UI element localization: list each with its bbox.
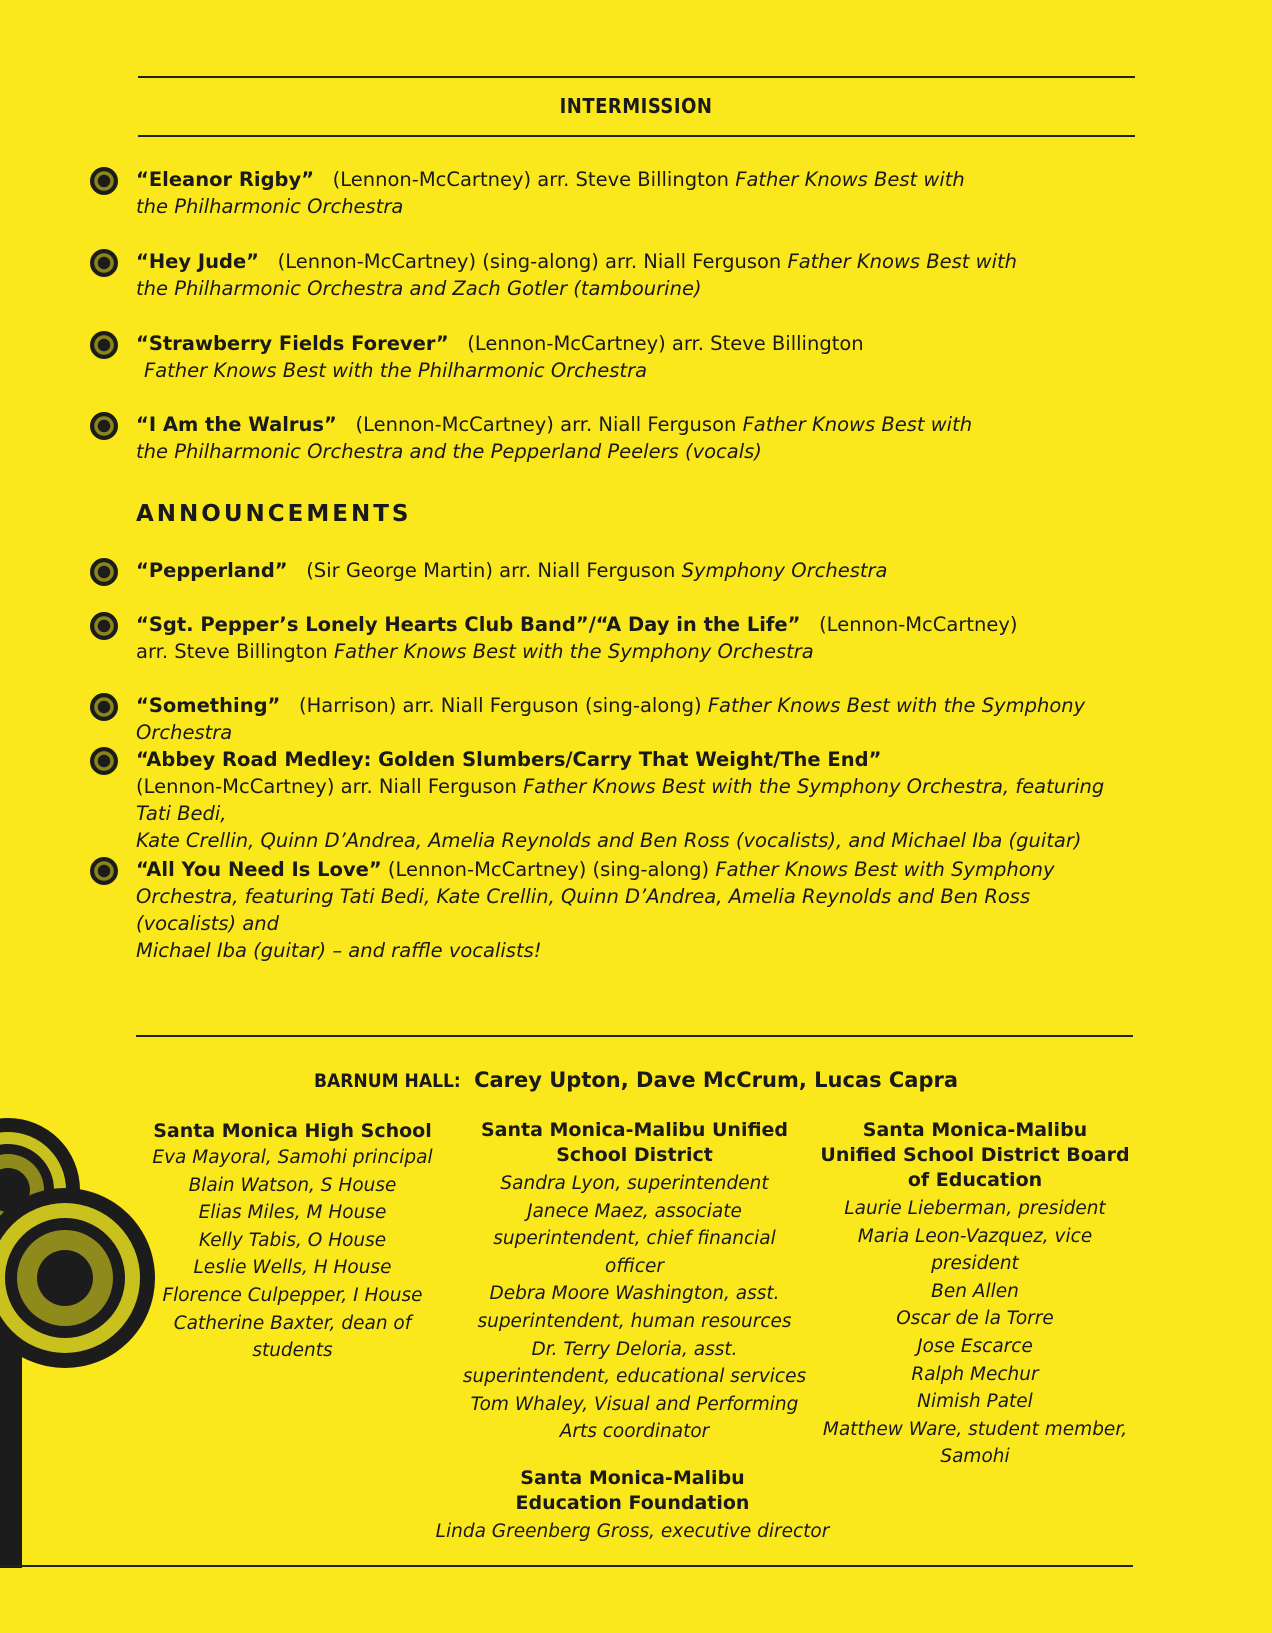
credit-line: Dr. Terry Deloria, asst. bbox=[531, 1338, 738, 1360]
credit-line: Elias Miles, M House bbox=[198, 1202, 387, 1224]
credits-column-district bbox=[462, 1118, 807, 1446]
tree-graphic bbox=[0, 1108, 160, 1568]
song-title: “Abbey Road Medley: Golden Slumbers/Carry That Weight/The End” bbox=[136, 748, 882, 771]
barnum-hall-credit bbox=[0, 1068, 1272, 1092]
column-heading: Santa Monica-Malibu bbox=[520, 1467, 745, 1489]
performers: Father Knows Best with the Symphony Orchestra, featuring Tati Bedi, bbox=[136, 775, 1105, 825]
program-item bbox=[136, 557, 1136, 584]
record-bullet-icon bbox=[90, 167, 118, 195]
credit-line: superintendent, chief financial officer bbox=[493, 1228, 776, 1277]
performers: Father Knows Best with bbox=[735, 168, 965, 191]
top-rule bbox=[138, 76, 1135, 78]
credit-line: Arts coordinator bbox=[559, 1421, 710, 1443]
performers: Kate Crellin, Quinn D’Andrea, Amelia Reynolds and Ben Ross (vocalists), and Michael Iba (guitar) bbox=[136, 829, 1082, 852]
song-credit: (Lennon-McCartney) (sing-along) arr. Niall Ferguson bbox=[277, 250, 782, 273]
credit-line: Eva Mayoral, Samohi principal bbox=[152, 1147, 433, 1168]
credits-rule bbox=[136, 1035, 1133, 1037]
performers: Father Knows Best with the Philharmonic Orchestra bbox=[144, 359, 648, 382]
credit-line: Linda Greenberg Gross, executive director bbox=[435, 1521, 830, 1542]
credit-line: Ben Allen bbox=[931, 1280, 1019, 1302]
credits-column-board bbox=[815, 1118, 1135, 1471]
tree-circle-lower bbox=[0, 1188, 155, 1368]
barnum-label: BARNUM HALL: bbox=[313, 1070, 461, 1092]
column-heading: School District bbox=[556, 1144, 713, 1166]
credit-line: superintendent, human resources bbox=[477, 1310, 792, 1332]
song-credit: (Lennon-McCartney) arr. Steve Billington bbox=[467, 332, 864, 355]
song-credit: (Sir George Martin) arr. Niall Ferguson bbox=[306, 559, 676, 582]
column-heading: of Education bbox=[907, 1169, 1043, 1191]
credit-line: Catherine Baxter, dean of students bbox=[173, 1312, 412, 1362]
credits-column-samohi bbox=[140, 1119, 445, 1365]
song-title: “Hey Jude” bbox=[136, 250, 259, 273]
record-bullet-icon bbox=[90, 857, 118, 885]
column-heading: Santa Monica-Malibu bbox=[862, 1119, 1088, 1141]
performers: Father Knows Best with bbox=[787, 250, 1018, 273]
performers: Michael Iba (guitar) – and raffle vocalists! bbox=[136, 939, 542, 962]
performers: Orchestra, featuring Tati Bedi, Kate Crellin, Quinn D’Andrea, Amelia Reynolds and Ben Ross (vocalists) and bbox=[136, 885, 1031, 935]
song-credit: (Lennon-McCartney) (sing-along) bbox=[387, 858, 710, 881]
credit-line: Nimish Patel bbox=[917, 1391, 1033, 1413]
announcements-heading: ANNOUNCEMENTS bbox=[136, 501, 412, 527]
record-bullet-icon bbox=[90, 412, 118, 440]
credit-line: Tom Whaley, Visual and Performing bbox=[470, 1393, 799, 1415]
intermission-heading: INTERMISSION bbox=[559, 94, 713, 118]
credit-line: Blain Watson, S House bbox=[188, 1174, 397, 1196]
song-credit: (Lennon-McCartney) arr. Niall Ferguson bbox=[355, 413, 737, 436]
column-heading: Education Foundation bbox=[515, 1492, 750, 1514]
column-heading: Santa Monica-Malibu Unified bbox=[480, 1119, 789, 1141]
song-title: “I Am the Walrus” bbox=[136, 413, 337, 436]
credit-line: Maria Leon-Vazquez, vice president bbox=[857, 1225, 1093, 1275]
column-heading: Unified School District Board bbox=[820, 1144, 1130, 1166]
program-item bbox=[136, 411, 1136, 465]
barnum-names: Carey Upton, Dave McCrum, Lucas Capra bbox=[474, 1068, 959, 1092]
performers: the Philharmonic Orchestra and the Pepperland Peelers (vocals) bbox=[136, 440, 762, 463]
program-item bbox=[136, 746, 1136, 854]
program-item bbox=[136, 611, 1136, 665]
credit-line: Debra Moore Washington, asst. bbox=[489, 1283, 780, 1305]
column-heading: Santa Monica High School bbox=[153, 1120, 432, 1142]
record-bullet-icon bbox=[90, 612, 118, 640]
credit-line: Florence Culpepper, I House bbox=[162, 1284, 423, 1306]
performers: the Philharmonic Orchestra bbox=[136, 195, 404, 218]
performers: Father Knows Best with bbox=[742, 413, 973, 436]
song-credit: (Harrison) arr. Niall Ferguson (sing-along) bbox=[298, 694, 702, 717]
credit-line: Oscar de la Torre bbox=[896, 1308, 1054, 1330]
performers: Symphony Orchestra bbox=[681, 559, 888, 582]
song-title: “Eleanor Rigby” bbox=[136, 168, 315, 191]
song-title: “All You Need Is Love” bbox=[136, 858, 382, 881]
credit-line: Ralph Mechur bbox=[911, 1363, 1039, 1385]
record-bullet-icon bbox=[90, 249, 118, 277]
bottom-rule bbox=[0, 1565, 1133, 1567]
performers: the Philharmonic Orchestra and Zach Gotler (tambourine) bbox=[136, 277, 702, 300]
song-credit: (Lennon-McCartney) arr. Niall Ferguson bbox=[136, 775, 517, 798]
credit-line: Samohi bbox=[940, 1446, 1010, 1468]
song-title: “Strawberry Fields Forever” bbox=[136, 332, 449, 355]
program-item bbox=[136, 166, 1136, 220]
song-title: “Pepperland” bbox=[136, 559, 288, 582]
credit-line: Leslie Wells, H House bbox=[193, 1257, 392, 1279]
credit-line: Laurie Lieberman, president bbox=[844, 1198, 1106, 1219]
record-bullet-icon bbox=[90, 331, 118, 359]
credit-line: Kelly Tabis, O House bbox=[198, 1229, 387, 1251]
credit-line: Janece Maez, associate bbox=[527, 1200, 742, 1222]
song-title: “Something” bbox=[136, 694, 281, 717]
program-item bbox=[136, 330, 1136, 384]
song-credit: (Lennon-McCartney) arr. Steve Billington bbox=[332, 168, 730, 191]
credit-line: superintendent, educational services bbox=[462, 1366, 807, 1388]
performers: Father Knows Best with Symphony bbox=[715, 858, 1055, 881]
record-bullet-icon bbox=[90, 747, 118, 775]
song-title: “Sgt. Pepper’s Lonely Hearts Club Band”/“A Day in the Life” bbox=[136, 613, 801, 636]
program-item bbox=[136, 692, 1136, 746]
song-credit: arr. Steve Billington bbox=[136, 640, 328, 663]
program-item bbox=[136, 856, 1136, 964]
intermission-rule bbox=[138, 135, 1135, 137]
performers: Father Knows Best with the Symphony Orchestra bbox=[333, 640, 814, 663]
credit-line: Matthew Ware, student member, bbox=[822, 1418, 1128, 1440]
song-credit: (Lennon-McCartney) bbox=[819, 613, 1018, 636]
record-bullet-icon bbox=[90, 558, 118, 586]
credit-line: Sandra Lyon, superintendent bbox=[500, 1173, 769, 1194]
program-item bbox=[136, 248, 1136, 302]
credit-line: Jose Escarce bbox=[917, 1335, 1033, 1357]
credits-foundation bbox=[430, 1466, 835, 1546]
performers: Father Knows Best with the Symphony Orchestra bbox=[136, 694, 1086, 744]
record-bullet-icon bbox=[90, 693, 118, 721]
